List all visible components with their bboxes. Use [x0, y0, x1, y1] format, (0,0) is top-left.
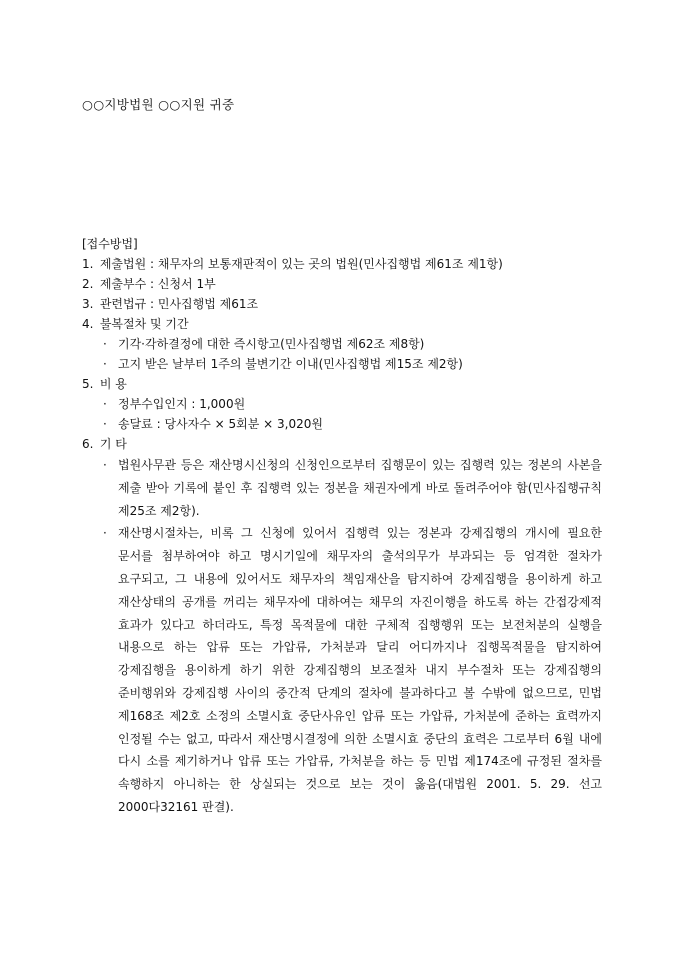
bullet-icon: ·	[103, 458, 107, 472]
bullet-icon: ·	[103, 357, 107, 371]
item-text: 제출법원 : 채무자의 보통재판적이 있는 곳의 법원(민사집행법 제61조 제1항)	[99, 257, 503, 271]
item-appeal	[82, 314, 602, 334]
bullet-icon: ·	[103, 417, 107, 431]
paragraph-text: 재산명시절차는, 비록 그 신청에 있어서 집행력 있는 정본과 강제집행의 개시에 필요한 문서를 첨부하여야 하고 명시기일에 채무자의 출석의무가 부과되는 등 엄격한 절차가 요구되고, 그 내용에 있어서도 채무자의 책임재산을 탐지하여 강제집행을 용이하게 하고 재산상태의 공개를 꺼리는 채무자에 대하여는 채무의 자진이행을 하도록 하는 간접강제적 효과가 있다고 하더라도, 특정 목적물에 대한 구체적 집행행위 또는 보전처분의 실행을 내용으로 하는 압류 또는 가압류, 가처분과 달리 어디까지나 집행목적물을 탐지하여 강제집행을 용이하게 하기 위한 강제집행의 보조절차 내지 부수절차 또는 강제집행의 준비행위와 강제집행 사이의 중간적 단계의 절차에 불과하다고 볼 수밖에 없으므로, 민법 제168조 제2호 소정의 소멸시효 중단사유인 압류 또는 가압류, 가처분에 준하는 효력까지 인정될 수는 없고, 따라서 재산명시결정에 의한 소멸시효 중단의 효력은 그로부터 6월 내에 다시 소를 제기하거나 압류 또는 가압류, 가처분을 하는 등 민법 제174조에 규정된 절차를 속행하지 아니하는 한 상실되는 것으로 보는 것이 옳음(대법원 2001. 5. 29. 선고 2000다32161 판결).	[118, 526, 602, 814]
sub-item-text: 송달료 : 당사자수 × 5회분 × 3,020원	[118, 417, 323, 431]
item-number: 3.	[82, 297, 94, 311]
bullet-icon: ·	[103, 397, 107, 411]
bullet-icon: ·	[103, 526, 107, 541]
bullet-icon: ·	[103, 337, 107, 351]
cost-sub-item	[82, 394, 602, 414]
paragraph-text: 법원사무관 등은 재산명시신청의 신청인으로부터 집행문이 있는 집행력 있는 정본의 사본을 제출 받아 기록에 붙인 후 집행력 있는 정본을 채권자에게 바로 돌려주어야 함(민사집행규칙 제25조 제2항).	[118, 458, 602, 518]
other-paragraph	[82, 454, 602, 522]
appeal-sub-item	[82, 334, 602, 354]
filing-method-section	[82, 234, 602, 819]
item-number: 6.	[82, 437, 94, 451]
item-number: 5.	[82, 377, 94, 391]
addressee-line: ○○지방법원 ○○지원 귀중	[82, 97, 235, 112]
item-number: 1.	[82, 257, 94, 271]
item-text: 제출부수 : 신청서 1부	[99, 277, 216, 291]
item-text: 불복절차 및 기간	[99, 317, 189, 331]
item-text: 비 용	[99, 377, 127, 391]
sub-item-text: 정부수입인지 : 1,000원	[118, 397, 246, 411]
item-other	[82, 434, 602, 454]
item-submission-court	[82, 254, 602, 274]
item-copies	[82, 274, 602, 294]
item-cost	[82, 374, 602, 394]
other-paragraph	[82, 522, 602, 818]
item-text: 기 타	[99, 437, 127, 451]
item-number: 4.	[82, 317, 94, 331]
appeal-sub-item	[82, 354, 602, 374]
sub-item-text: 기각·각하결정에 대한 즉시항고(민사집행법 제62조 제8항)	[118, 337, 425, 351]
item-text: 관련법규 : 민사집행법 제61조	[99, 297, 259, 311]
item-related-law	[82, 294, 602, 314]
section-title: [접수방법]	[82, 237, 138, 251]
sub-item-text: 고지 받은 날부터 1주의 불변기간 이내(민사집행법 제15조 제2항)	[118, 357, 463, 371]
item-number: 2.	[82, 277, 94, 291]
cost-sub-item	[82, 414, 602, 434]
